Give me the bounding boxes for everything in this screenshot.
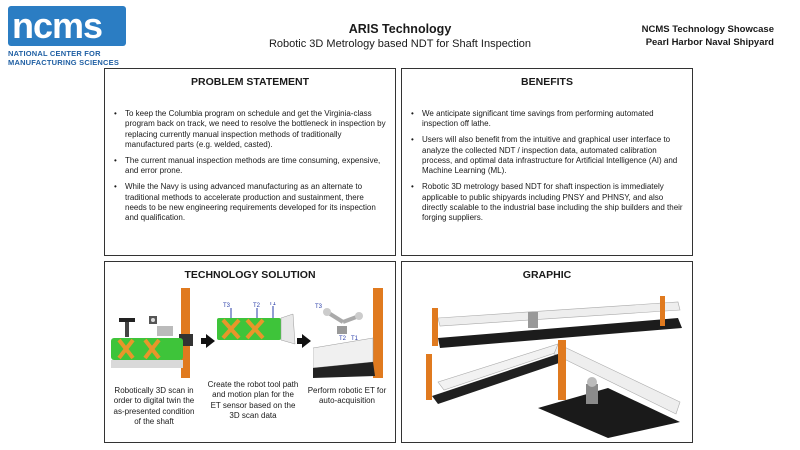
problem-bullet: • The current manual inspection methods are time consuming, expensive, and error prone. xyxy=(125,156,387,177)
toolpath-step-illustration xyxy=(217,302,297,362)
showcase-label: NCMS Technology Showcase xyxy=(641,24,774,35)
benefits-title: BENEFITS xyxy=(521,76,573,88)
page-title: ARIS Technology xyxy=(348,22,452,36)
problem-bullet: • To keep the Columbia program on schedule and get the Virginia-class program back on track, we need to resolve the bottleneck in inspection by replacing currently manual inspection methods of traditionally manufactured parts (e.g. welded, casted). xyxy=(125,109,387,151)
robotic-et-step-illustration xyxy=(313,288,393,378)
shipyard-label: Pearl Harbor Naval Shipyard xyxy=(645,37,774,48)
technology-solution-panel xyxy=(104,261,396,443)
toolpath-step-caption: Create the robot tool path and motion plan for the ET sensor based on the 3D scan data xyxy=(207,380,299,421)
benefits-bullet: • Robotic 3D metrology based NDT for shaft inspection is immediately applicable to public shipyards including PNSY and PHNSY, and also directly scalable to the industrial base including the ship builders and their forging suppliers. xyxy=(422,182,684,224)
label-t2: T2 xyxy=(339,336,347,342)
page-subtitle: Robotic 3D Metrology based NDT for Shaft Inspection xyxy=(268,38,532,50)
logo-wordmark: ncms xyxy=(8,6,126,46)
robot-stand xyxy=(558,340,566,400)
graphic-panel xyxy=(401,261,693,443)
problem-bullet-list xyxy=(125,109,387,229)
benefits-bullet: • Users will also benefit from the intuitive and graphical user interface to analyze the collected NDT / inspection data, automated calibration process, and optimal data infrastructure for Artificial Intelligence (AI) and Machine Learning (ML). xyxy=(422,135,684,177)
robot-stand xyxy=(426,354,432,400)
benefits-bullet: • We anticipate significant time savings from performing automated inspection off lathe. xyxy=(422,109,684,130)
robot-stand xyxy=(660,296,665,326)
robot-stand xyxy=(432,308,438,346)
step-arrow-icon xyxy=(206,334,215,348)
label-t1: T1 xyxy=(269,302,277,307)
robotic-et-step-caption: Perform robotic ET for auto-acquisition xyxy=(307,386,387,406)
graphic-title: GRAPHIC xyxy=(522,269,572,281)
logo-tagline-line1: NATIONAL CENTER FOR xyxy=(8,49,101,58)
label-t2: T2 xyxy=(253,303,261,309)
scan-step-illustration xyxy=(111,288,201,378)
scan-step-caption: Robotically 3D scan in order to digital twin the as-presented condition of the shaft xyxy=(113,386,195,427)
logo-tagline-line2: MANUFACTURING SCIENCES xyxy=(8,58,120,67)
step-arrow-icon xyxy=(302,334,311,348)
problem-statement-panel xyxy=(104,68,396,256)
ncms-logo xyxy=(8,6,126,66)
label-t1: T1 xyxy=(351,336,359,342)
label-t3: T3 xyxy=(315,304,323,310)
technology-solution-title: TECHNOLOGY SOLUTION xyxy=(184,269,316,281)
robot-stand xyxy=(373,288,383,378)
problem-bullet: • While the Navy is using advanced manufacturing as an alternate to traditional methods to accelerate production and sustainment, there needs to be new engineering requirements developed for its inspection and qualification. xyxy=(125,182,387,224)
inspection-system-render xyxy=(408,284,686,438)
label-t3: T3 xyxy=(223,303,231,309)
benefits-bullet-list xyxy=(422,109,684,229)
benefits-panel xyxy=(401,68,693,256)
problem-statement-title: PROBLEM STATEMENT xyxy=(190,76,310,88)
